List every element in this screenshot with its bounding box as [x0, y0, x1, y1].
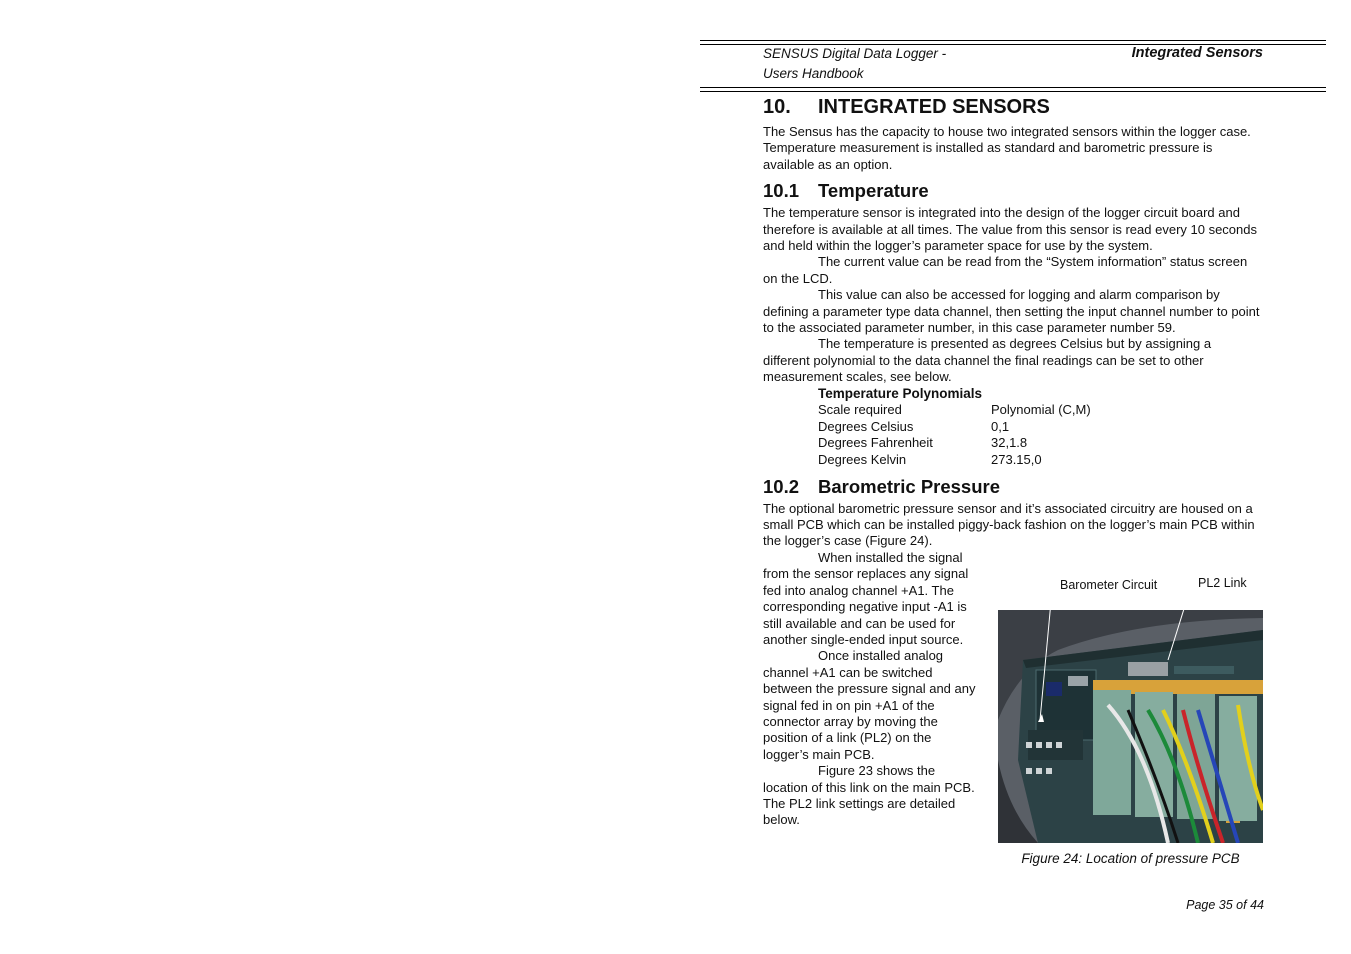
figure-24 — [998, 574, 1263, 874]
pressure-split-section — [763, 549, 1261, 866]
polynomial-cell: 0,1 — [991, 418, 1010, 434]
header-rule-bottom — [700, 87, 1326, 88]
temperature-paragraph-2: The current value can be read from the “System information” status screen on the LCD. — [763, 254, 1248, 286]
scale-cell: Degrees Celsius — [818, 418, 914, 434]
pl2-link-label: PL2 Link — [1198, 575, 1247, 590]
section-10-number: 10. — [763, 96, 791, 118]
section-10-intro: The Sensus has the capacity to house two integrated sensors within the logger case. Temperature measurement is installed as standard and barometric pressure is available as an option. — [763, 124, 1251, 172]
table-row — [818, 435, 1261, 452]
page-number: Page 35 of 44 — [1186, 898, 1264, 912]
scale-cell: Degrees Kelvin — [818, 452, 907, 468]
header-document-title — [763, 44, 1043, 84]
section-10-2-heading — [763, 475, 1261, 499]
section-10-1-number: 10.1 — [763, 180, 800, 202]
polynomial-cell: 32,1.8 — [991, 435, 1028, 451]
barometer-circuit-label: Barometer Circuit — [1060, 577, 1158, 592]
document-page — [700, 38, 1326, 938]
section-10-1-heading — [763, 179, 1261, 203]
pressure-paragraph-1: The optional barometric pressure sensor and it’s associated circuitry are housed on a small PCB which can be installed piggy-back fashion on the logger’s main PCB within the logger’s case (Figure 24). — [763, 500, 1255, 549]
pressure-paragraph-2: When installed the signal from the sensor replaces any signal fed into analog channel +A1. The corresponding negative input -A1 is still available and can be used for another single-ended input source. — [763, 549, 969, 647]
temperature-paragraph-3: This value can also be accessed for logging and alarm comparison by defining a parameter type data channel, then setting the input channel number to point to the associated parameter number, in this case parameter number 59. — [763, 287, 1260, 336]
header-section-title: Integrated Sensors — [1131, 45, 1263, 61]
table-row — [818, 419, 1261, 436]
section-10-heading — [763, 94, 1261, 120]
polynomials-table-title: Temperature Polynomials — [818, 385, 983, 401]
temperature-paragraph-4: The temperature is presented as degrees Celsius but by assigning a different polynomial to the data channel the final readings can be set to other measurement scales, see below. — [763, 336, 1212, 385]
pcb-photo — [998, 610, 1263, 843]
pressure-paragraph-3: Once installed analog channel +A1 can be switched between the pressure signal and any signal fed in on pin +A1 of the connector array by moving the position of a link (PL2) on the logger’s main PCB. — [763, 648, 976, 762]
section-10-2-title: Barometric Pressure — [818, 475, 1001, 497]
header-rule-top — [700, 40, 1326, 41]
column-header-scale: Scale required — [818, 402, 902, 418]
header-rule-bottom-inner — [700, 91, 1326, 92]
header-title-line1: SENSUS Digital Data Logger - — [763, 46, 947, 61]
table-row — [818, 452, 1261, 469]
section-10-1-title: Temperature — [818, 180, 929, 202]
pressure-paragraph-4: Figure 23 shows the location of this link on the main PCB. The PL2 link settings are detailed below. — [763, 763, 975, 828]
scale-cell: Degrees Fahrenheit — [818, 435, 933, 451]
temperature-paragraph-1: The temperature sensor is integrated into the design of the logger circuit board and therefore is available at all times. The value from this sensor is read every 10 seconds and held within the logger’s parameter space for use by the system. — [763, 205, 1257, 254]
section-10-2-number: 10.2 — [763, 475, 800, 497]
polynomials-table-header — [818, 402, 1261, 419]
polynomial-cell: 273.15,0 — [991, 452, 1042, 468]
figure-caption: Figure 24: Location of pressure PCB — [1021, 850, 1240, 866]
document-body — [763, 94, 1261, 866]
pressure-text-column — [763, 550, 980, 829]
column-header-polynomial: Polynomial (C,M) — [991, 402, 1091, 418]
header-title-line2: Users Handbook — [763, 66, 864, 81]
section-10-title: INTEGRATED SENSORS — [818, 96, 1050, 118]
temperature-polynomials-table — [818, 386, 1261, 469]
